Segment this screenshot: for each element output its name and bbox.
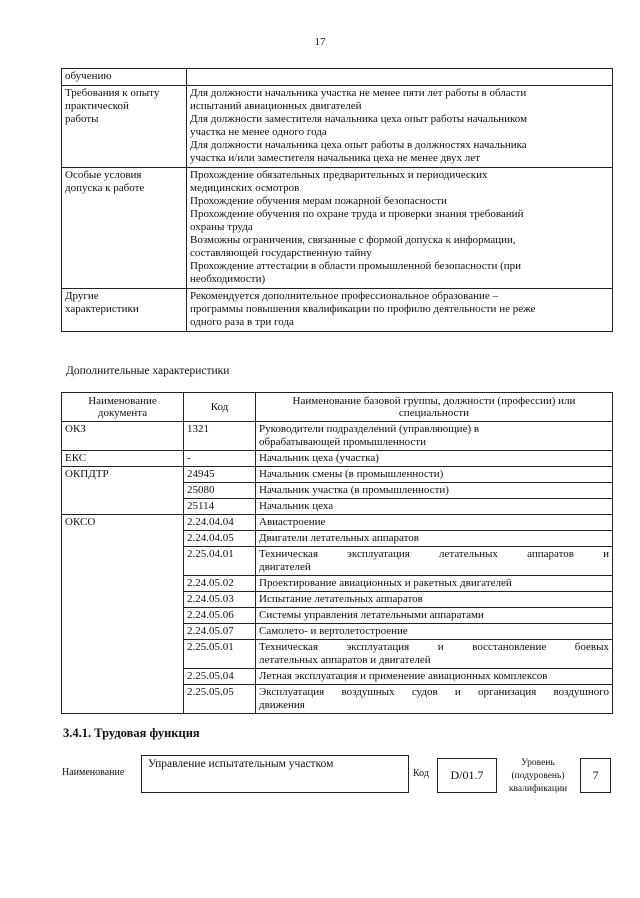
level-label xyxy=(500,757,576,796)
specialty-name-cell xyxy=(256,451,613,467)
code-cell: 2.24.05.07 xyxy=(184,624,256,640)
code-value: D/01.7 xyxy=(450,768,484,782)
document-name-cell: ОКЗ xyxy=(62,422,184,451)
labor-function-heading: 3.4.1. Трудовая функция xyxy=(63,726,200,740)
requirement-content-line: охраны труда xyxy=(190,221,253,233)
requirement-row xyxy=(62,86,613,168)
code-cell: 2.25.05.05 xyxy=(184,685,256,714)
requirement-label-line: характеристики xyxy=(65,303,139,315)
page-number: 17 xyxy=(314,36,326,48)
requirement-content xyxy=(187,289,613,332)
specialty-name-cell xyxy=(256,515,613,531)
requirement-content-line: участка не менее одного года xyxy=(190,126,327,138)
specialty-name-line: Испытание летательных аппаратов xyxy=(259,593,423,605)
code-cell: 2.24.05.03 xyxy=(184,592,256,608)
code-cell: 2.24.05.06 xyxy=(184,608,256,624)
requirement-content-line: Прохождение аттестации в области промышленной безопасности (при xyxy=(190,260,522,272)
requirement-content-line: программы повышения квалификации по профилю деятельности не реже xyxy=(190,303,536,315)
specialty-name-cell xyxy=(256,685,613,714)
level-label-line: Уровень xyxy=(521,758,555,768)
table-row xyxy=(62,467,613,483)
requirement-content xyxy=(187,168,613,289)
requirement-label-line: допуска к работе xyxy=(65,182,145,194)
code-cell: 2.24.04.04 xyxy=(184,515,256,531)
specialty-name-line: Начальник участка (в промышленности) xyxy=(259,484,449,496)
header-name: Наименование базовой группы, должности (профессии) или специальности xyxy=(256,393,613,422)
requirement-label-line: обучению xyxy=(65,70,112,82)
requirement-label xyxy=(62,289,187,332)
specialty-name-line: обрабатывающей промышленности xyxy=(259,436,427,448)
requirement-label xyxy=(62,69,187,86)
specialty-name-line: Системы управления летательными аппаратами xyxy=(259,609,484,621)
requirement-content-line: Прохождение обучения мерам пожарной безопасности xyxy=(190,195,447,207)
specialty-name-line: Начальник цеха (участка) xyxy=(259,452,379,464)
requirement-content-line: Для должности заместителя начальника цеха опыт работы начальником xyxy=(190,113,528,125)
name-value: Управление испытательным участком xyxy=(148,758,334,770)
specialty-name-line: Начальник смены (в промышленности) xyxy=(259,468,444,480)
table-row xyxy=(62,451,613,467)
specialty-name-cell xyxy=(256,592,613,608)
requirement-content xyxy=(187,86,613,168)
code-cell: 2.25.05.04 xyxy=(184,669,256,685)
table-row xyxy=(62,422,613,451)
requirement-row xyxy=(62,168,613,289)
additional-characteristics-table xyxy=(61,392,613,714)
specialty-name-cell xyxy=(256,467,613,483)
requirement-content-line: необходимости) xyxy=(190,273,266,285)
document-name-cell: ОКСО xyxy=(62,515,184,714)
level-label-line: (подуровень) xyxy=(511,771,565,781)
specialty-name-line: Руководители подразделений (управляющие) в xyxy=(259,423,480,435)
specialty-name-cell xyxy=(256,547,613,576)
requirement-label-line: практической xyxy=(65,100,129,112)
specialty-name-line: Двигатели летательных аппаратов xyxy=(259,532,419,544)
specialty-name-cell xyxy=(256,608,613,624)
code-cell: 25114 xyxy=(184,499,256,515)
requirement-content-line: Для должности начальника цеха опыт работы в должностях начальника xyxy=(190,139,527,151)
specialty-name-cell xyxy=(256,576,613,592)
requirement-content-line: Прохождение обучения по охране труда и проверки знания требований xyxy=(190,208,524,220)
requirement-label-line: Особые условия xyxy=(65,169,142,181)
specialty-name-cell xyxy=(256,669,613,685)
requirement-row xyxy=(62,69,613,86)
specialty-name-line: Эксплуатация воздушных судов и организация воздушного xyxy=(259,686,609,698)
requirement-content-line: Прохождение обязательных предварительных и периодических xyxy=(190,169,488,181)
code-label: Код xyxy=(413,768,429,779)
specialty-name-cell xyxy=(256,422,613,451)
name-label: Наименование xyxy=(62,767,125,778)
header-document: Наименование документа xyxy=(62,393,184,422)
specialty-name-line: Проектирование авиационных и ракетных двигателей xyxy=(259,577,512,589)
specialty-name-line: летательных аппаратов и двигателей xyxy=(259,654,431,666)
specialty-name-line: двигателей xyxy=(259,561,311,573)
table-row xyxy=(62,515,613,531)
specialty-name-cell xyxy=(256,624,613,640)
additional-header-row xyxy=(62,393,613,422)
document-name-cell: ОКПДТР xyxy=(62,467,184,515)
specialty-name-cell xyxy=(256,499,613,515)
requirement-content-line: составляющей государственную тайну xyxy=(190,247,372,259)
code-cell: 1321 xyxy=(184,422,256,451)
requirement-row xyxy=(62,289,613,332)
name-value-box xyxy=(141,755,409,793)
requirement-label-line: работы xyxy=(65,113,99,125)
specialty-name-line: Техническая эксплуатация летательных аппаратов и xyxy=(259,548,609,560)
level-value-box xyxy=(580,758,611,793)
requirement-content-line: медицинских осмотров xyxy=(190,182,300,194)
code-value-box xyxy=(437,758,497,793)
requirements-table xyxy=(61,68,613,332)
specialty-name-line: Авиастроение xyxy=(259,516,326,528)
requirement-label xyxy=(62,86,187,168)
code-cell: 2.25.05.01 xyxy=(184,640,256,669)
code-cell: 2.24.05.02 xyxy=(184,576,256,592)
code-cell: 24945 xyxy=(184,467,256,483)
document-name-cell: ЕКС xyxy=(62,451,184,467)
level-value: 7 xyxy=(592,768,599,782)
requirement-label-line: Другие xyxy=(65,290,99,302)
specialty-name-cell xyxy=(256,483,613,499)
specialty-name-line: движения xyxy=(259,699,305,711)
specialty-name-line: Техническая эксплуатация и восстановление боевых xyxy=(259,641,609,653)
requirement-label xyxy=(62,168,187,289)
requirement-content xyxy=(187,69,613,86)
requirement-content-line: одного раза в три года xyxy=(190,316,294,328)
specialty-name-cell xyxy=(256,640,613,669)
level-label-line: квалификации xyxy=(508,784,568,794)
code-cell: 25080 xyxy=(184,483,256,499)
requirement-content-line: Возможны ограничения, связанные с формой допуска к информации, xyxy=(190,234,516,246)
specialty-name-line: Самолето- и вертолетостроение xyxy=(259,625,408,637)
additional-characteristics-title: Дополнительные характеристики xyxy=(66,365,230,377)
specialty-name-cell xyxy=(256,531,613,547)
code-cell: - xyxy=(184,451,256,467)
requirement-label-line: Требования к опыту xyxy=(65,87,160,99)
requirement-content-line: Для должности начальника участка не менее пяти лет работы в области xyxy=(190,87,527,99)
specialty-name-line: Летная эксплуатация и применение авиационных комплексов xyxy=(259,670,548,682)
code-cell: 2.25.04.01 xyxy=(184,547,256,576)
requirement-content-line: Рекомендуется дополнительное профессиональное образование – xyxy=(190,290,499,302)
requirement-content-line: участка и/или заместителя начальника цеха не менее двух лет xyxy=(190,152,480,164)
requirement-content-line: испытаний авиационных двигателей xyxy=(190,100,362,112)
header-code: Код xyxy=(184,393,256,422)
code-cell: 2.24.04.05 xyxy=(184,531,256,547)
specialty-name-line: Начальник цеха xyxy=(259,500,334,512)
